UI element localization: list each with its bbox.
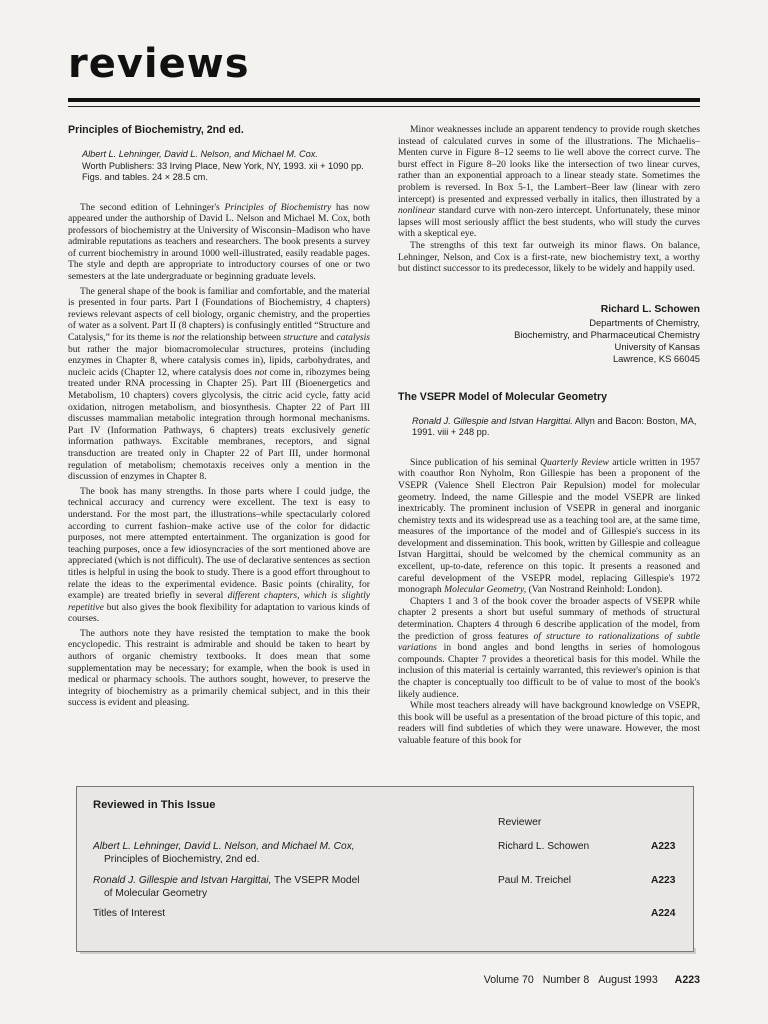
entry-page[interactable]: A223 xyxy=(651,841,676,852)
reviewed-in-issue-box xyxy=(76,786,694,952)
paragraph: The strengths of this text far outweigh its minor flaws. On balance, Lehninger, Nelson, and Cox is a first-rate, new biochemistry text, a worthy but distinct successor to its predecessor, likely to be widely and happily used. xyxy=(398,239,700,275)
footer-volume: Volume 70 xyxy=(483,974,534,986)
entry-work: Titles of Interest xyxy=(93,908,166,919)
reviewer-signature xyxy=(398,303,700,365)
reviewer-university: University of Kansas xyxy=(614,340,700,352)
paragraph: Since publication of his seminal Quarterly Review article written in 1957 with coauthor Ron Nyholm, Ron Gillespie has been a proponent of the VSEPR (Valence Shell Electron Pair Repulsion) model for molecular geometry. Indeed, the name Gillespie and the model VSEPR are linked inextricably. The prominent inclusion of VSEPR in general and inorganic chemistry texts and its widespread use as a teaching tool are, at the same time, measures of the importance of the model and of Gillespie's success in its development and dissemination. This book, written by Gillespie and colleague Istvan Hargittai, should be welcomed by the chemical community as an excellent, up-to-date, reference on this topic. It presents a reasoned and careful development of the VSEPR model, replacing Gillespie's 1972 monograph Molecular Geometry, (Van Nostrand Reinhold: London). xyxy=(398,456,701,596)
entry-reviewer: Paul M. Treichel xyxy=(498,875,572,886)
review-title: The VSEPR Model of Molecular Geometry xyxy=(398,390,607,403)
page-footer xyxy=(478,974,700,986)
citation-authors: Albert L. Lehninger, David L. Nelson, and Michael M. Cox. xyxy=(82,149,318,159)
box-title: Reviewed in This Issue xyxy=(93,799,216,811)
masthead: reviews xyxy=(68,41,250,87)
citation-publisher: Worth Publishers: 33 Irving Place, New York, NY, 1993. xii + 1090 pp. Figs. and tables. 24 × 28.5 cm. xyxy=(82,160,364,182)
paragraph: The general shape of the book is familiar and comfortable, and the material is presented in four parts. Part I (Foundations of Biochemistry, 4 chapters) reviews relevant aspects of cell biology, organic chemistry, and the properties of water as a solvent. Part II (8 chapters) is confusingly entitled “Structure and Catalysis,” for its theme is not the relationship between structure and catalysis but rather the major biomacromolecular structures, proteins (including enzymes in Chapter 8, where catalysis comes in), lipids, carbohydrates, and nucleic acids (Chapter 12, where catalysis does not come in, ribozymes being treated under RNA processing in Chapter 25). Part III (Bioenergetics and Metabolism, 10 chapters) covers glycolysis, the citric acid cycle, fatty acid oxidation, nitrogen metabolism, and biosynthesis. Chapter 22 of Part III discusses mammalian metabolic integration through hormonal mechanisms. Part IV (Information Pathways, 6 chapters) treats exclusively genetic information pathways. Excitable membranes, receptors, and signal transduction are treated only in Chapter 22 of Part III, under hormonal regulation of metabolism; chemotaxis receives only a mention in the discussion of enzymes in Chapter 8. xyxy=(68,285,370,483)
entry-work: Ronald J. Gillespie and Istvan Hargittai, The VSEPR Model of Molecular Geometry xyxy=(93,875,360,899)
entry-work: Albert L. Lehninger, David L. Nelson, and Michael M. Cox, Principles of Biochemistry, 2nd ed. xyxy=(93,841,355,865)
header-rule-thick xyxy=(68,98,700,102)
header-rule-thin xyxy=(68,106,700,107)
paragraph: While most teachers already will have background knowledge on VSEPR, this book will be useful as a presentation of the broad picture of this topic, and readers will find subtleties of which they were unaware. However, the most valuable feature of this book for xyxy=(398,700,700,746)
footer-page-number: A223 xyxy=(674,974,700,986)
footer-number: Number 8 xyxy=(542,974,590,986)
reviewer-column-header: Reviewer xyxy=(498,817,542,828)
reviewer-name: Richard L. Schowen xyxy=(600,303,700,315)
footer-date: August 1993 xyxy=(598,974,658,986)
review-citation: Ronald J. Gillespie and Istvan Hargittai. Allyn and Bacon: Boston, MA, 1991. viii + 248 pp. xyxy=(412,415,697,438)
paragraph: The book has many strengths. In those parts where I could judge, the technical accuracy and currency were excellent. The text is easy to understand. For the most part, the illustrations–while spectacularly colored according to current fashion–make active use of the color for didactic purposes, not mere attempted entertainment. The organization is good for teaching purposes, once a few idiosyncracies of the sort mentioned above are appreciated (which is not difficult). The use of declarative sentences as section titles is helpful in using the book to study. There is a good effort throughout to relate the ideas to the experimental evidence. Basic points (chirality, for example) are treated briefly in several different chapters, which is slightly repetitive but also gives the book flexibility for adaptation to various kinds of courses. xyxy=(68,485,370,625)
reviewer-dept: Departments of Chemistry, xyxy=(589,316,700,328)
paragraph: The second edition of Lehninger's Principles of Biochemistry has now appeared under the authorship of David L. Nelson and Michael M. Cox, both professors of biochemistry at the University of Wisconsin–Madison who have admirable reputations as teachers and researchers. The book presents a survey of current biochemistry in around 1000 well-illustrated, easily readable pages. The style and depth are appropriate to introductory courses of one or two semesters at the late undergraduate or beginning graduate levels. xyxy=(68,201,370,283)
left-column xyxy=(68,124,370,709)
paragraph: Minor weaknesses include an apparent tendency to provide rough sketches instead of calculated curves in some of the illustrations. The Michaelis–Menten curve in Figure 8–12 seems to lie well above the correct curve. The burst effect in Figure 8–20 looks like the intersection of two linear curves, rather than an exponential approach to a linear steady state. Sometimes the problem is reversed. In Box 5-1, the Lambert–Beer law (linear with zero intercept) is presented and expressed verbally in italics, then illustrated by a nonlinear standard curve with non-zero intercept. Unfortunately, these minor lapses will most seriously afflict the best students, who will study the curves with a skeptical eye. xyxy=(398,124,700,240)
review-title: Principles of Biochemistry, 2nd ed. xyxy=(68,124,244,136)
paragraph: Chapters 1 and 3 of the book cover the broader aspects of VSEPR while chapter 2 presents a short but useful summary of methods of structural determination. Chapters 4 through 6 describe application of the model, from the prediction of gross features of structure to rationalizations of subtle variations in bond angles and bond lengths in series of homologous compounds. Chapter 7 provides a theoretical basis for this model. While the inclusion of this material is certainly warranted, this reviewer's opinion is that the chapter is conceptually too difficult to be of value to most of the book's likely audience. xyxy=(398,595,701,700)
entry-reviewer: Richard L. Schowen xyxy=(498,841,590,852)
review-citation xyxy=(82,149,370,184)
reviewer-dept-2: Biochemistry, and Pharmaceutical Chemistry xyxy=(514,328,700,340)
reviewer-city: Lawrence, KS 66045 xyxy=(612,352,700,364)
right-column xyxy=(398,124,700,747)
entry-page[interactable]: A224 xyxy=(651,908,676,919)
paragraph: The authors note they have resisted the temptation to make the book encyclopedic. This restraint is admirable and should be taken to heart by authors of organic chemistry textbooks. It does mean that some supplementation may be necessary; for example, when the book is used in medical or pharmacy schools. The authors sought, however, to preserve the integrity of biochemistry as a primarily chemical subject, and in this their success is evident and pleasing. xyxy=(68,627,370,709)
entry-page[interactable]: A223 xyxy=(651,875,676,886)
